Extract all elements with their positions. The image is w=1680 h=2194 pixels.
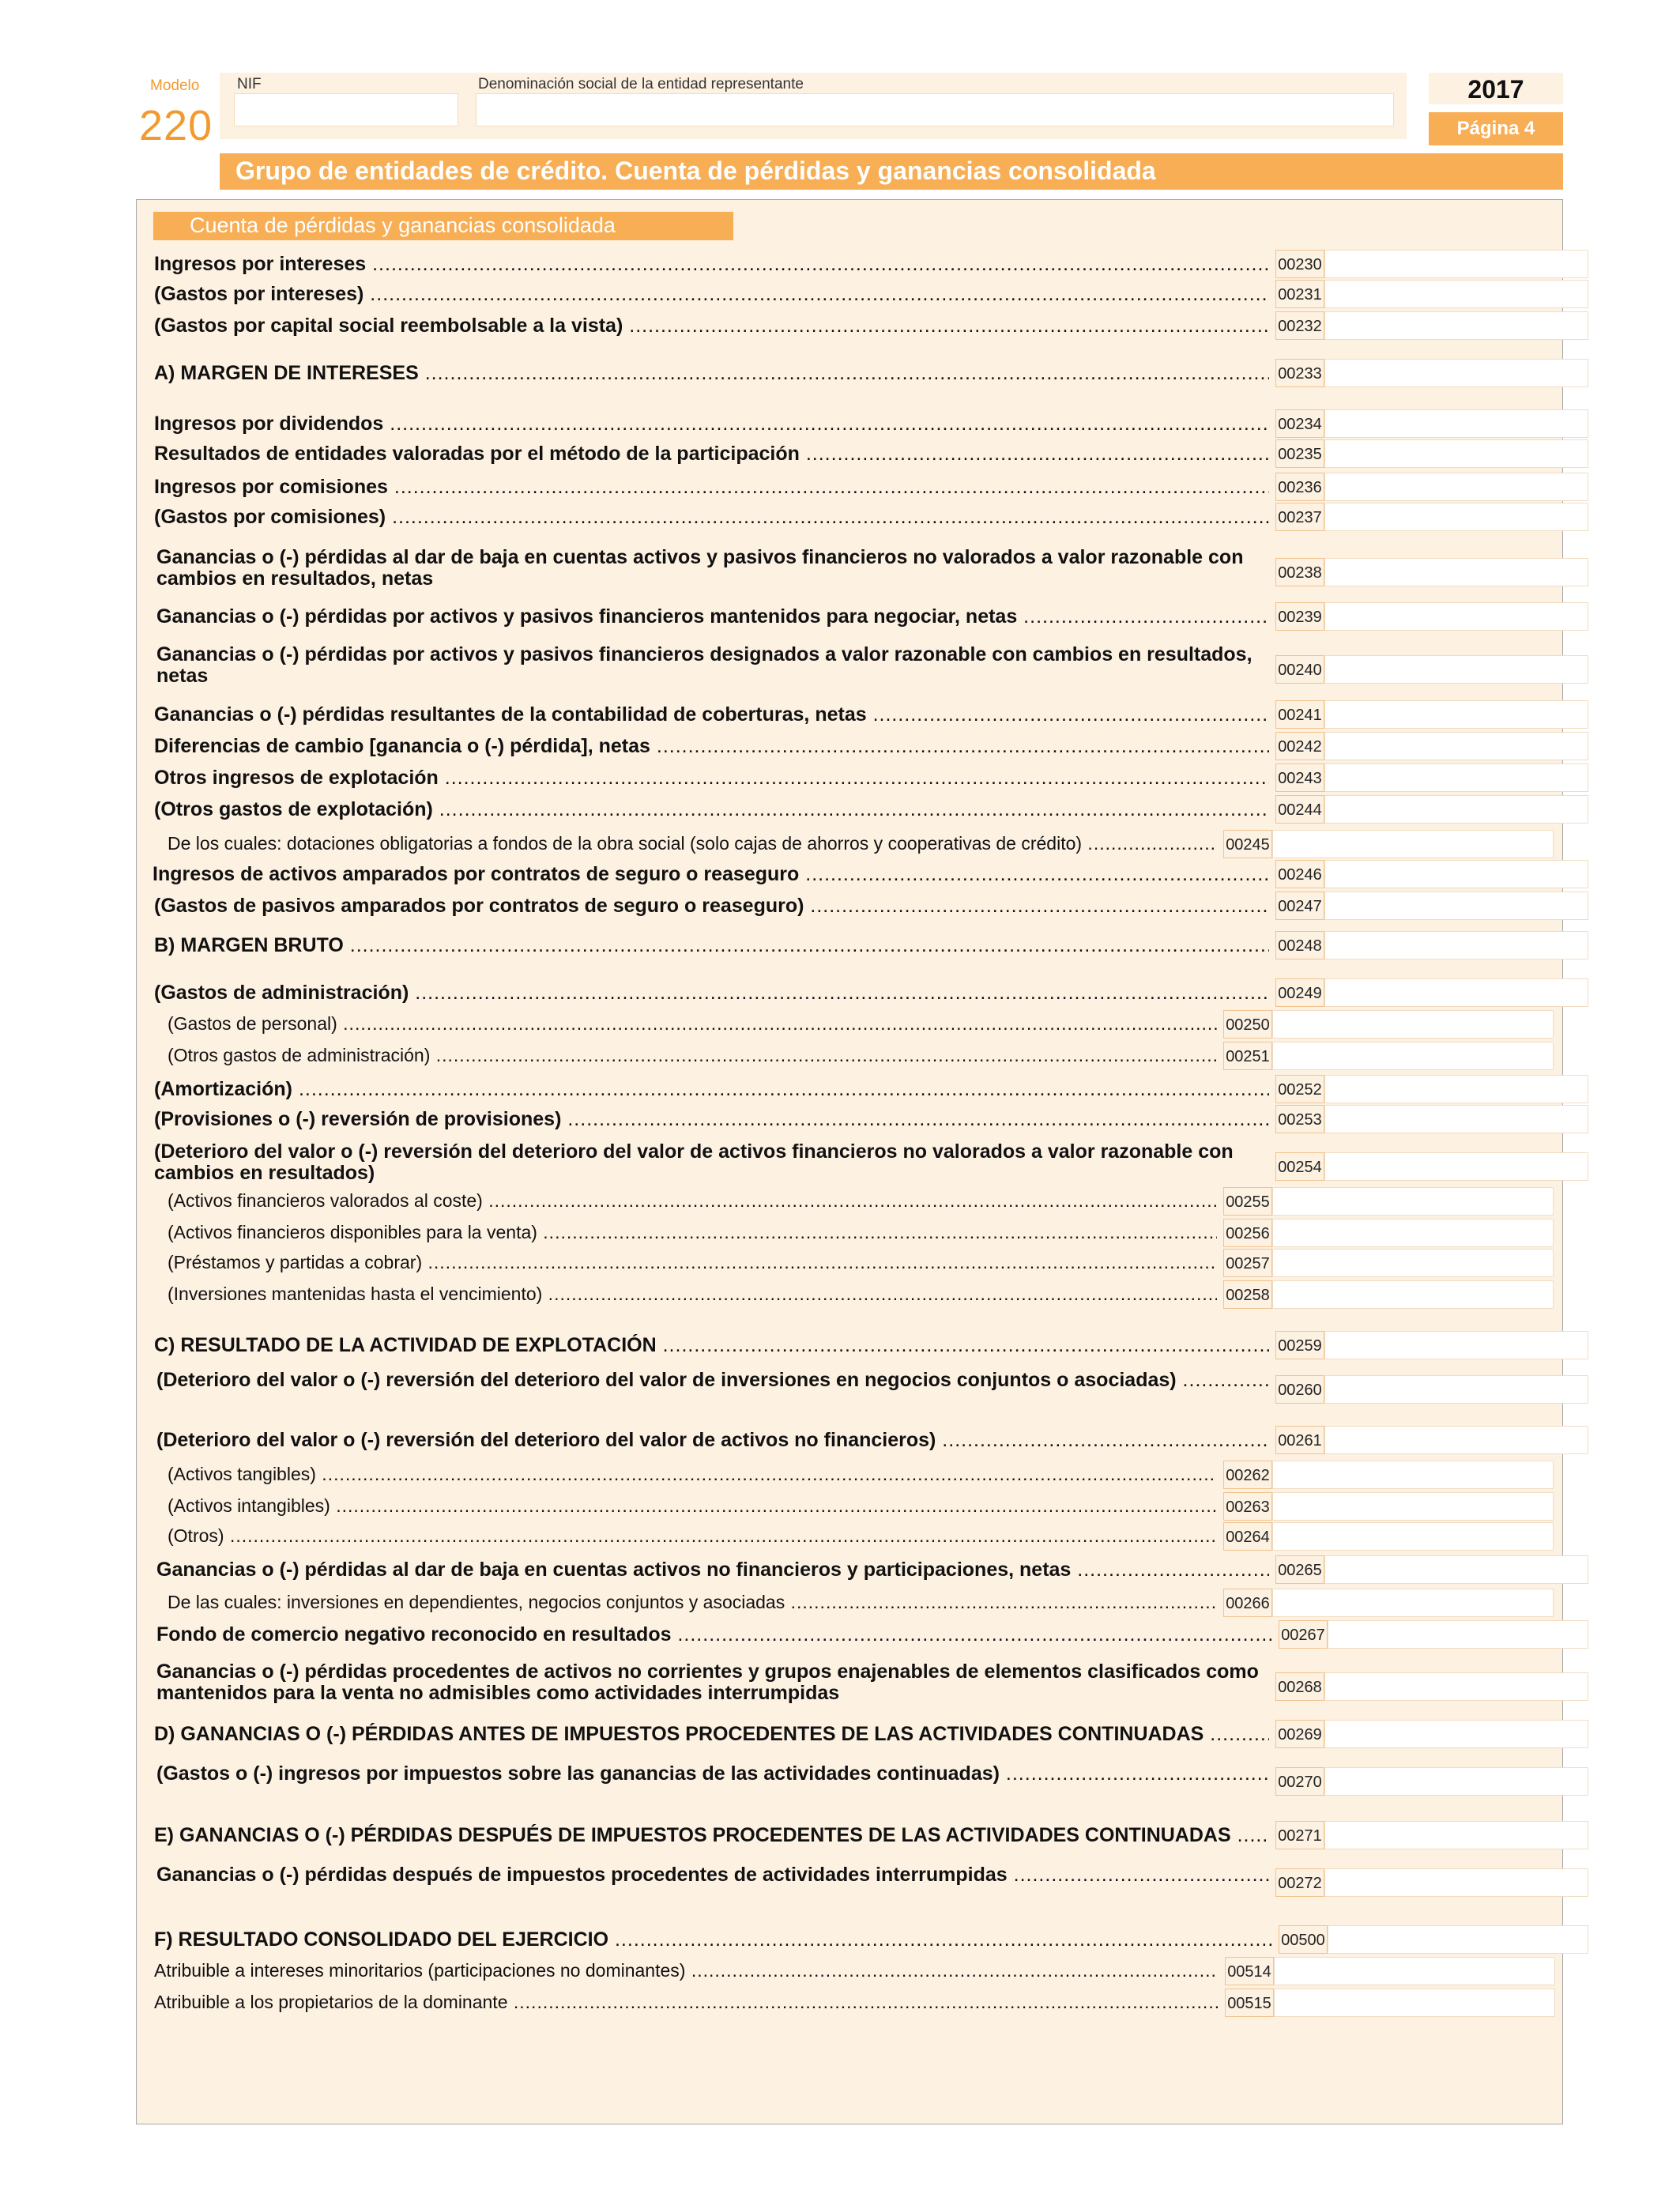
denominacion-label: Denominación social de la entidad representante [478, 76, 804, 92]
row-label-00237: (Gastos por comisiones) ..... [154, 506, 1269, 529]
row-label-00271: E) GANANCIAS O (-) PÉRDIDAS DESPUÉS DE IMPUESTOS PROCEDENTES DE LAS ACTIVIDADES CONTINUADAS ..... [154, 1824, 1269, 1847]
row-code-00264: 00264 [1223, 1522, 1272, 1551]
row-label-00231: (Gastos por intereses) ..... [154, 283, 1269, 306]
nif-field[interactable] [234, 93, 458, 126]
row-value-field-00264[interactable] [1272, 1522, 1554, 1551]
row-code-00238: 00238 [1275, 558, 1324, 586]
page-title: Grupo de entidades de crédito. Cuenta de pérdidas y ganancias consolidada [235, 156, 1156, 185]
row-label-00238: Ganancias o (-) pérdidas al dar de baja en cuentas activos y pasivos financieros no valorados a valor razonable con cambios en resultados, netas ..... [156, 547, 1269, 591]
row-value-field-00250[interactable] [1272, 1010, 1554, 1039]
row-code-00260: 00260 [1275, 1375, 1324, 1404]
page-badge: Página 4 [1429, 112, 1563, 145]
row-label-00514: Atribuible a intereses minoritarios (participaciones no dominantes) ..... [154, 1960, 1219, 1981]
row-code-00249: 00249 [1275, 978, 1324, 1007]
row-code-00270: 00270 [1275, 1767, 1324, 1796]
row-code-00271: 00271 [1275, 1821, 1324, 1849]
row-label-00266: De las cuales: inversiones en dependientes, negocios conjuntos y asociadas ..... [168, 1592, 1217, 1613]
row-value-field-00265[interactable] [1324, 1555, 1588, 1584]
row-code-00231: 00231 [1275, 280, 1324, 308]
row-code-00266: 00266 [1223, 1589, 1272, 1617]
row-code-00514: 00514 [1225, 1957, 1274, 1985]
row-code-00251: 00251 [1223, 1042, 1272, 1070]
row-value-field-00262[interactable] [1272, 1461, 1554, 1489]
row-value-field-00257[interactable] [1272, 1249, 1554, 1277]
denominacion-field[interactable] [476, 93, 1394, 126]
nif-label: NIF [237, 76, 262, 92]
row-label-00236: Ingresos por comisiones ..... [154, 476, 1269, 499]
row-label-00244: (Otros gastos de explotación) ..... [154, 798, 1269, 821]
row-code-00253: 00253 [1275, 1105, 1324, 1133]
row-code-00246: 00246 [1275, 860, 1324, 888]
row-code-00237: 00237 [1275, 503, 1324, 531]
row-label-00246: Ingresos de activos amparados por contratos de seguro o reaseguro ..... [153, 863, 1269, 886]
row-code-00252: 00252 [1275, 1075, 1324, 1103]
row-label-00250: (Gastos de personal) ..... [168, 1013, 1217, 1035]
row-label-00247: (Gastos de pasivos amparados por contratos de seguro o reaseguro) ..... [154, 895, 1269, 918]
row-code-00262: 00262 [1223, 1461, 1272, 1489]
row-value-field-00236[interactable] [1324, 473, 1588, 501]
row-label-00233: A) MARGEN DE INTERESES ..... [154, 362, 1269, 385]
row-label-00241: Ganancias o (-) pérdidas resultantes de la contabilidad de coberturas, netas ..... [154, 703, 1269, 726]
row-label-00257: (Préstamos y partidas a cobrar) ..... [168, 1252, 1217, 1273]
row-value-field-00230[interactable] [1324, 250, 1588, 278]
row-value-field-00261[interactable] [1324, 1426, 1588, 1454]
row-value-field-00245[interactable] [1272, 830, 1554, 858]
row-value-field-00255[interactable] [1272, 1187, 1554, 1216]
row-value-field-00256[interactable] [1272, 1219, 1554, 1247]
row-code-00245: 00245 [1223, 830, 1272, 858]
row-code-00240: 00240 [1275, 655, 1324, 684]
row-value-field-00239[interactable] [1324, 602, 1588, 631]
row-label-00260: (Deterioro del valor o (-) reversión del deterioro del valor de inversiones en negocios conjuntos o asociadas) ..... [156, 1369, 1269, 1392]
row-code-00261: 00261 [1275, 1426, 1324, 1454]
row-value-field-00269[interactable] [1324, 1720, 1588, 1748]
row-value-field-00258[interactable] [1272, 1280, 1554, 1309]
row-label-00242: Diferencias de cambio [ganancia o (-) pérdida], netas ..... [154, 735, 1269, 758]
row-label-00255: (Activos financieros valorados al coste) ..... [168, 1190, 1217, 1212]
row-code-00233: 00233 [1275, 359, 1324, 387]
row-label-00270: (Gastos o (-) ingresos por impuestos sobre las ganancias de las actividades continuadas) ..... [156, 1762, 1269, 1785]
row-code-00236: 00236 [1275, 473, 1324, 501]
row-value-field-00240[interactable] [1324, 655, 1588, 684]
row-value-field-00266[interactable] [1272, 1589, 1554, 1617]
row-value-field-00248[interactable] [1324, 931, 1588, 959]
row-value-field-00237[interactable] [1324, 503, 1588, 531]
row-code-00515: 00515 [1225, 1989, 1274, 2017]
row-label-00243: Otros ingresos de explotación ..... [154, 767, 1269, 790]
row-code-00256: 00256 [1223, 1219, 1272, 1247]
row-label-00264: (Otros) ..... [168, 1525, 1217, 1547]
row-label-00254: (Deterioro del valor o (-) reversión del deterioro del valor de activos financieros no valorados a valor razonable con cambios en resultados) ..... [154, 1141, 1269, 1186]
row-code-00500: 00500 [1279, 1925, 1328, 1954]
row-value-field-00272[interactable] [1324, 1868, 1588, 1897]
row-code-00244: 00244 [1275, 795, 1324, 824]
section-title: Cuenta de pérdidas y ganancias consolidada [190, 213, 616, 237]
row-code-00257: 00257 [1223, 1249, 1272, 1277]
row-code-00258: 00258 [1223, 1280, 1272, 1309]
row-label-00235: Resultados de entidades valoradas por el método de la participación ..... [154, 443, 1269, 466]
row-value-field-00252[interactable] [1324, 1075, 1588, 1103]
row-value-field-00260[interactable] [1324, 1375, 1588, 1404]
row-value-field-00267[interactable] [1328, 1620, 1588, 1649]
row-label-00239: Ganancias o (-) pérdidas por activos y pasivos financieros mantenidos para negociar, netas ..... [156, 605, 1269, 628]
row-value-field-00263[interactable] [1272, 1492, 1554, 1521]
row-code-00255: 00255 [1223, 1187, 1272, 1216]
row-label-00253: (Provisiones o (-) reversión de provisiones) ..... [154, 1108, 1269, 1131]
row-label-00230: Ingresos por intereses ..... [154, 253, 1269, 276]
row-code-00259: 00259 [1275, 1331, 1324, 1359]
row-label-00261: (Deterioro del valor o (-) reversión del deterioro del valor de activos no financieros) ..... [156, 1429, 1269, 1452]
row-code-00267: 00267 [1279, 1620, 1328, 1649]
row-label-00245: De los cuales: dotaciones obligatorias a fondos de la obra social (solo cajas de ahorros y cooperativas de crédito) ..... [168, 833, 1217, 854]
row-label-00269: D) GANANCIAS O (-) PÉRDIDAS ANTES DE IMPUESTOS PROCEDENTES DE LAS ACTIVIDADES CONTINUADAS ..... [154, 1723, 1269, 1746]
row-code-00235: 00235 [1275, 439, 1324, 468]
row-label-00248: B) MARGEN BRUTO ..... [154, 934, 1269, 957]
row-value-field-00514[interactable] [1274, 1957, 1555, 1985]
row-value-field-00232[interactable] [1324, 311, 1588, 340]
row-value-field-00247[interactable] [1324, 892, 1588, 920]
row-value-field-00238[interactable] [1324, 558, 1588, 586]
row-label-00515: Atribuible a los propietarios de la dominante ..... [154, 1992, 1219, 2013]
row-code-00254: 00254 [1275, 1152, 1324, 1181]
row-value-field-00244[interactable] [1324, 795, 1588, 824]
row-value-field-00243[interactable] [1324, 763, 1588, 792]
row-code-00241: 00241 [1275, 700, 1324, 729]
row-code-00243: 00243 [1275, 763, 1324, 792]
row-code-00269: 00269 [1275, 1720, 1324, 1748]
row-code-00263: 00263 [1223, 1492, 1272, 1521]
row-label-00500: F) RESULTADO CONSOLIDADO DEL EJERCICIO ..... [154, 1928, 1272, 1951]
row-code-00248: 00248 [1275, 931, 1324, 959]
row-code-00272: 00272 [1275, 1868, 1324, 1897]
row-label-00267: Fondo de comercio negativo reconocido en resultados ..... [156, 1623, 1272, 1646]
row-value-field-00241[interactable] [1324, 700, 1588, 729]
modelo-label: Modelo [150, 77, 200, 94]
row-label-00251: (Otros gastos de administración) ..... [168, 1045, 1217, 1066]
row-value-field-00235[interactable] [1324, 439, 1588, 468]
row-code-00230: 00230 [1275, 250, 1324, 278]
row-code-00239: 00239 [1275, 602, 1324, 631]
row-code-00247: 00247 [1275, 892, 1324, 920]
modelo-number: 220 [139, 102, 213, 149]
row-value-field-00259[interactable] [1324, 1331, 1588, 1359]
row-label-00258: (Inversiones mantenidas hasta el vencimiento) ..... [168, 1284, 1217, 1305]
row-value-field-00234[interactable] [1324, 409, 1588, 438]
row-label-00252: (Amortización) ..... [154, 1078, 1269, 1101]
row-value-field-00246[interactable] [1324, 860, 1588, 888]
row-label-00259: C) RESULTADO DE LA ACTIVIDAD DE EXPLOTACIÓN ..... [154, 1334, 1269, 1357]
row-label-00240: Ganancias o (-) pérdidas por activos y pasivos financieros designados a valor razonable con cambios en resultados, netas ..... [156, 644, 1269, 688]
row-code-00232: 00232 [1275, 311, 1324, 340]
row-value-field-00249[interactable] [1324, 978, 1588, 1007]
row-value-field-00254[interactable] [1324, 1152, 1588, 1181]
row-value-field-00271[interactable] [1324, 1821, 1588, 1849]
row-value-field-00500[interactable] [1328, 1925, 1588, 1954]
row-label-00268: Ganancias o (-) pérdidas procedentes de activos no corrientes y grupos enajenables de elementos clasificados como mantenidos para la venta no admisibles como actividades interrumpidas ..... [156, 1661, 1269, 1706]
row-label-00256: (Activos financieros disponibles para la venta) ..... [168, 1222, 1217, 1243]
row-value-field-00253[interactable] [1324, 1105, 1588, 1133]
row-label-00262: (Activos tangibles) ..... [168, 1464, 1217, 1485]
row-label-00263: (Activos intangibles) ..... [168, 1495, 1217, 1517]
year: 2017 [1467, 75, 1524, 104]
row-value-field-00251[interactable] [1272, 1042, 1554, 1070]
row-value-field-00231[interactable] [1324, 280, 1588, 308]
row-label-00249: (Gastos de administración) ..... [154, 982, 1269, 1005]
row-code-00250: 00250 [1223, 1010, 1272, 1039]
row-value-field-00270[interactable] [1324, 1767, 1588, 1796]
row-value-field-00268[interactable] [1324, 1672, 1588, 1701]
row-value-field-00515[interactable] [1274, 1989, 1555, 2017]
row-value-field-00242[interactable] [1324, 732, 1588, 760]
row-label-00272: Ganancias o (-) pérdidas después de impuestos procedentes de actividades interrumpidas ..... [156, 1864, 1269, 1887]
row-label-00265: Ganancias o (-) pérdidas al dar de baja en cuentas activos no financieros y participaciones, netas ..... [156, 1559, 1269, 1581]
row-code-00242: 00242 [1275, 732, 1324, 760]
row-code-00268: 00268 [1275, 1672, 1324, 1701]
row-value-field-00233[interactable] [1324, 359, 1588, 387]
row-code-00265: 00265 [1275, 1555, 1324, 1584]
row-label-00232: (Gastos por capital social reembolsable a la vista) ..... [154, 315, 1269, 337]
row-code-00234: 00234 [1275, 409, 1324, 438]
row-label-00234: Ingresos por dividendos ..... [154, 413, 1269, 435]
